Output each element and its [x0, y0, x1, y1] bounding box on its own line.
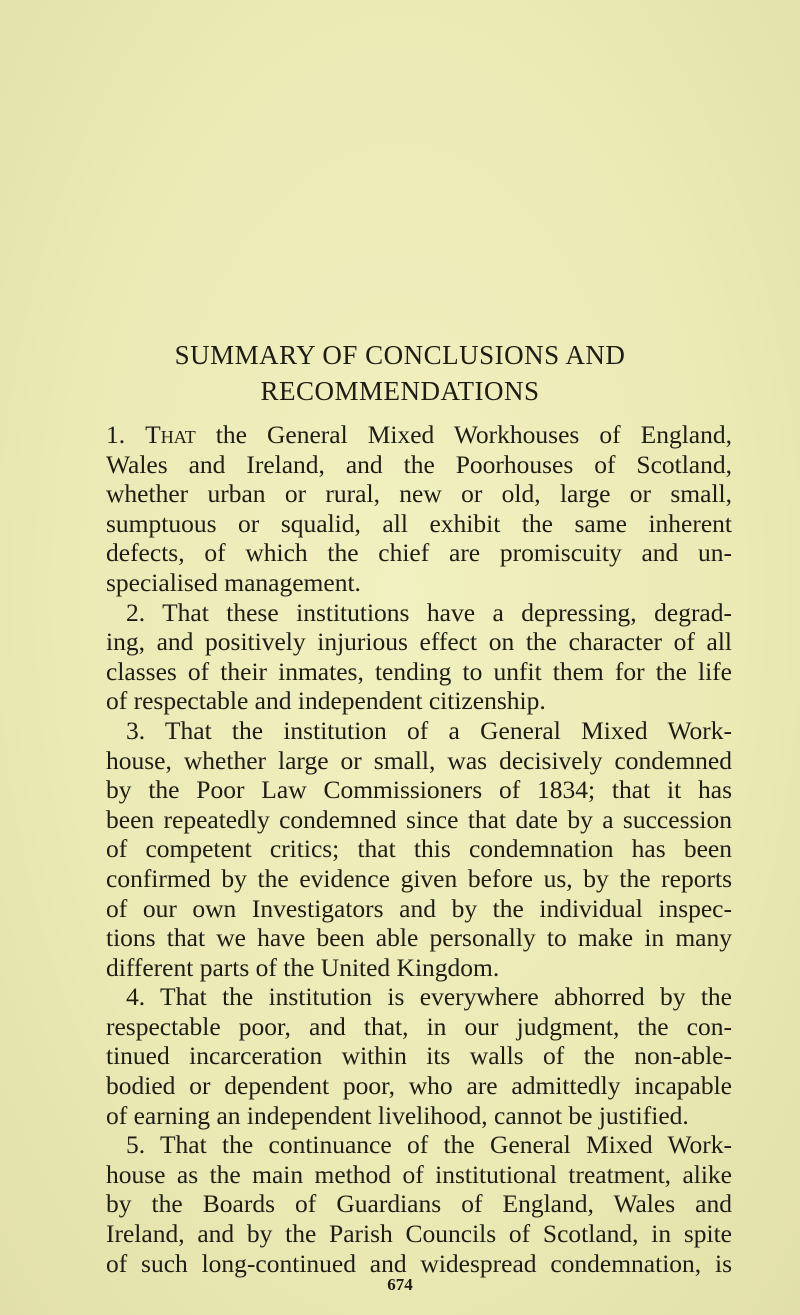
paragraph-1-line-5: defects, of which the chief are promiscuity and un- — [106, 538, 732, 568]
paragraph-1-line-6: specialised management. — [106, 567, 361, 597]
paragraph-1-lead: That — [145, 420, 196, 449]
paragraph-4-line-4: bodied or dependent poor, who are admittedly incapable — [106, 1071, 732, 1101]
paragraph-2-line-2: ing, and positively injurious effect on the character of all — [106, 627, 732, 657]
paragraph-4-line-3: tinued incarceration within its walls of the non-able- — [106, 1041, 732, 1071]
paragraph-4-line-1: 4. That the institution is everywhere abhorred by the — [126, 982, 732, 1012]
paragraph-1 — [106, 420, 732, 598]
paragraph-1-line-1-text: the General Mixed Workhouses of England, — [195, 420, 732, 449]
paragraph-3-line-7: of our own Investigators and by the individual inspec- — [106, 893, 732, 923]
page-number: 674 — [387, 1275, 413, 1294]
paragraph-2-line-3: classes of their inmates, tending to unfit them for the life — [106, 656, 732, 686]
paragraph-2-line-1: 2. That these institutions have a depressing, degrad- — [126, 597, 732, 627]
paragraph-1-number: 1. — [106, 420, 126, 449]
paragraph-4-line-5: of earning an independent livelihood, cannot be justified. — [106, 1100, 689, 1130]
paragraph-4-line-2: respectable poor, and that, in our judgment, the con- — [106, 1011, 732, 1041]
paragraph-1-line-4: sumptuous or squalid, all exhibit the same inherent — [106, 508, 732, 538]
page-title-line-1: SUMMARY OF CONCLUSIONS AND — [174, 340, 626, 370]
paragraph-3 — [106, 716, 732, 982]
paragraph-5-line-4: Ireland, and by the Parish Councils of Scotland, in spite — [106, 1219, 732, 1249]
paragraph-1-line-3: whether urban or rural, new or old, large or small, — [106, 479, 732, 509]
page-title-line-2: RECOMMENDATIONS — [260, 376, 540, 406]
paragraph-3-line-2: house, whether large or small, was decisively condemned — [106, 745, 732, 775]
paragraph-5-line-5: of such long-continued and widespread condemnation, is — [106, 1248, 732, 1278]
paragraph-5-line-1: 5. That the continuance of the General Mixed Work- — [126, 1130, 732, 1160]
paragraph-3-line-5: of competent critics; that this condemnation has been — [106, 834, 732, 864]
paragraph-3-line-6: confirmed by the evidence given before us, by the reports — [106, 863, 732, 893]
paragraph-3-line-8: tions that we have been able personally to make in many — [106, 923, 732, 953]
paragraph-5 — [106, 1130, 732, 1278]
paragraph-3-line-4: been repeatedly condemned since that date by a succession — [106, 804, 732, 834]
paragraph-4 — [106, 982, 732, 1130]
paragraph-2 — [106, 598, 732, 716]
paragraph-3-line-9: different parts of the United Kingdom. — [106, 952, 500, 982]
paragraph-1-line-1 — [106, 420, 732, 450]
paragraph-2-line-4: of respectable and independent citizenship. — [106, 686, 546, 716]
paragraph-3-line-3: by the Poor Law Commissioners of 1834; that it has — [106, 775, 732, 805]
paragraph-1-line-2: Wales and Ireland, and the Poorhouses of Scotland, — [106, 449, 732, 479]
body-text — [106, 420, 732, 1278]
paragraph-3-line-1: 3. That the institution of a General Mixed Work- — [126, 715, 732, 745]
paragraph-5-line-2: house as the main method of institutional treatment, alike — [106, 1159, 732, 1189]
paragraph-5-line-3: by the Boards of Guardians of England, Wales and — [106, 1189, 732, 1219]
